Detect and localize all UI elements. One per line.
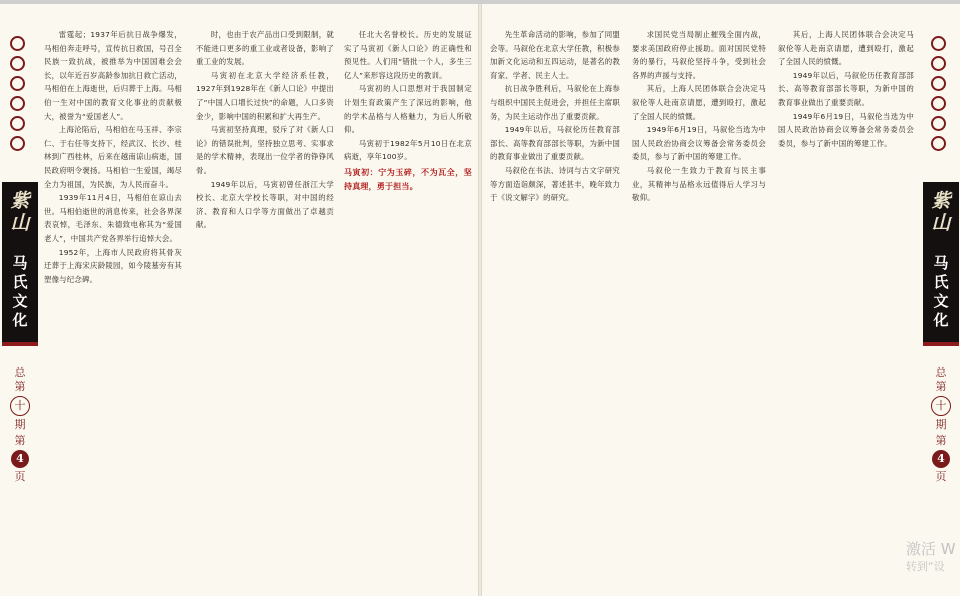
right-margin-strip: [921, 4, 960, 596]
banner-emblem: 紫山: [931, 190, 951, 234]
decorative-dots: [10, 36, 28, 156]
dot-icon: [10, 136, 25, 151]
dot-icon: [10, 76, 25, 91]
dot-icon: [931, 76, 946, 91]
page-gutter: [478, 4, 482, 596]
dot-icon: [10, 56, 25, 71]
magazine-spread: [0, 4, 960, 596]
activation-watermark: 激活 W 转到“设: [906, 540, 956, 573]
dot-icon: [10, 36, 25, 51]
dot-icon: [10, 96, 25, 111]
text-column-1: 雷霆起；1937年后抗日战争爆发，马相伯奔走呼号，宣传抗日救国，号召全民族一致抗战，被推举为中国国难会会长，以年近百岁高龄参加抗日救亡活动，马相伯在上海逝世，后归葬于上海。马相伯一生对中国的教育文化事业的贡献极大，被誉为“爱国老人”。 上海沦陷后，马相伯在马玉祥、李宗仁、于右任等支持下，经武汉、长沙、桂林到广西桂林，后来在越南谅山病逝，国民政府明令褒扬。马相伯一生爱国，竭尽全力为祖国，为民族，为人民而奋斗。 1939年11月4日，马相伯在谅山去世。马相伯逝世的消息传来，社会各界深表哀悼，毛泽东、朱德致电称其为“爱国老人”，中国共产党各界举行追悼大会。 1952年，上海市人民政府将其骨灰迁葬于上海宋庆龄陵园，如今陵墓旁有其塑像与纪念碑。: [44, 30, 182, 284]
text-column-5: 求国民党当局制止摧残全面内战，要求美国政府停止援助。面对国民党特务的暴行，马叙伦坚持斗争，受到社会各界的声援与支持。 其后，上海人民团体联合会决定马叙伦等人赴南京请愿，遭到殴打，激起了全国人民的愤慨。 1949年6月19日，马叙伦当选为中国人民政治协商会议筹备会常务委员会委员，参与了新中国的筹建工作。 马叙伦一生致力于教育与民主事业，其精神与品格永远值得后人学习与敬仰。: [632, 30, 766, 203]
dot-icon: [931, 96, 946, 111]
banner-title: 马氏文化: [933, 254, 949, 329]
text-column-6: 其后，上海人民团体联合会决定马叙伦等人赴南京请愿，遭到殴打，激起了全国人民的愤慨。 1949年以后，马叙伦历任教育部部长、高等教育部部长等职，为新中国的教育事业做出了重要贡献。 1949年6月19日，马叙伦当选为中国人民政治协商会议筹备会常务委员会委员，参与了新中国的筹建工作。: [778, 30, 914, 148]
banner-emblem: 紫山: [10, 190, 30, 234]
text-column-2: 时，也由于农产品出口受到限制，就不能进口更多的重工业或者设备，影响了重工业的发展。 马寅初在北京大学经济系任教，1927年到1928年在《新人口论》中提出了“中国人口增长过快”的命题，人口多资金少，影响中国的积累和扩大再生产。 马寅初坚持真理，驳斥了对《新人口论》的错误批判，坚持独立思考、实事求是的学术精神，表现出一位学者的铮铮风骨。 1949年以后，马寅初曾任浙江大学校长、北京大学校长等职，对中国的经济、教育和人口学等方面做出了卓越贡献。: [196, 30, 334, 230]
dot-icon: [931, 36, 946, 51]
section-heading: 马寅初：宁为玉碎，不为瓦全，坚持真理，勇于担当。: [344, 167, 472, 191]
issue-label: 总 第 十 期: [925, 366, 957, 432]
side-banner: [923, 182, 959, 346]
dot-icon: [931, 116, 946, 131]
banner-title: 马氏文化: [12, 254, 28, 329]
left-margin-strip: [0, 4, 40, 596]
page-number: 4: [932, 450, 950, 468]
dot-icon: [10, 116, 25, 131]
dot-icon: [931, 56, 946, 71]
page-label: 第 4 页: [925, 434, 957, 484]
decorative-dots: [931, 36, 949, 156]
dot-icon: [931, 136, 946, 151]
side-banner: [2, 182, 38, 346]
text-column-4: 先生革命活动的影响，参加了同盟会等。马叙伦在北京大学任教，积极参加新文化运动和五四运动，是著名的教育家、学者、民主人士。 抗日战争胜利后，马叙伦在上海参与组织中国民主促进会，并担任主席职务，为民主运动作出了重要贡献。 1949年以后，马叙伦历任教育部部长、高等教育部部长等职，为新中国的教育事业做出了重要贡献。 马叙伦在书法、诗词与古文字研究等方面造诣颇深，著述甚丰，晚年致力于《说文解字》的研究。: [490, 30, 620, 203]
page-label: 第 4 页: [4, 434, 36, 484]
issue-label: 总 第 十 期: [4, 366, 36, 432]
issue-number: 十: [10, 396, 30, 416]
text-column-3: 任北大名誉校长。历史的发展证实了马寅初《新人口论》的正确性和预见性。人们用“错批一个人，多生三亿人”来形容这段历史的教训。 马寅初的人口思想对于我国制定计划生育政策产生了深远的影响，他的学术品格与人格魅力，为后人所敬仰。 马寅初于1982年5月10日在北京病逝，享年100岁。 马寅初：宁为玉碎，不为瓦全，坚持真理，勇于担当。: [344, 28, 472, 580]
page-number: 4: [11, 450, 29, 468]
issue-number: 十: [931, 396, 951, 416]
